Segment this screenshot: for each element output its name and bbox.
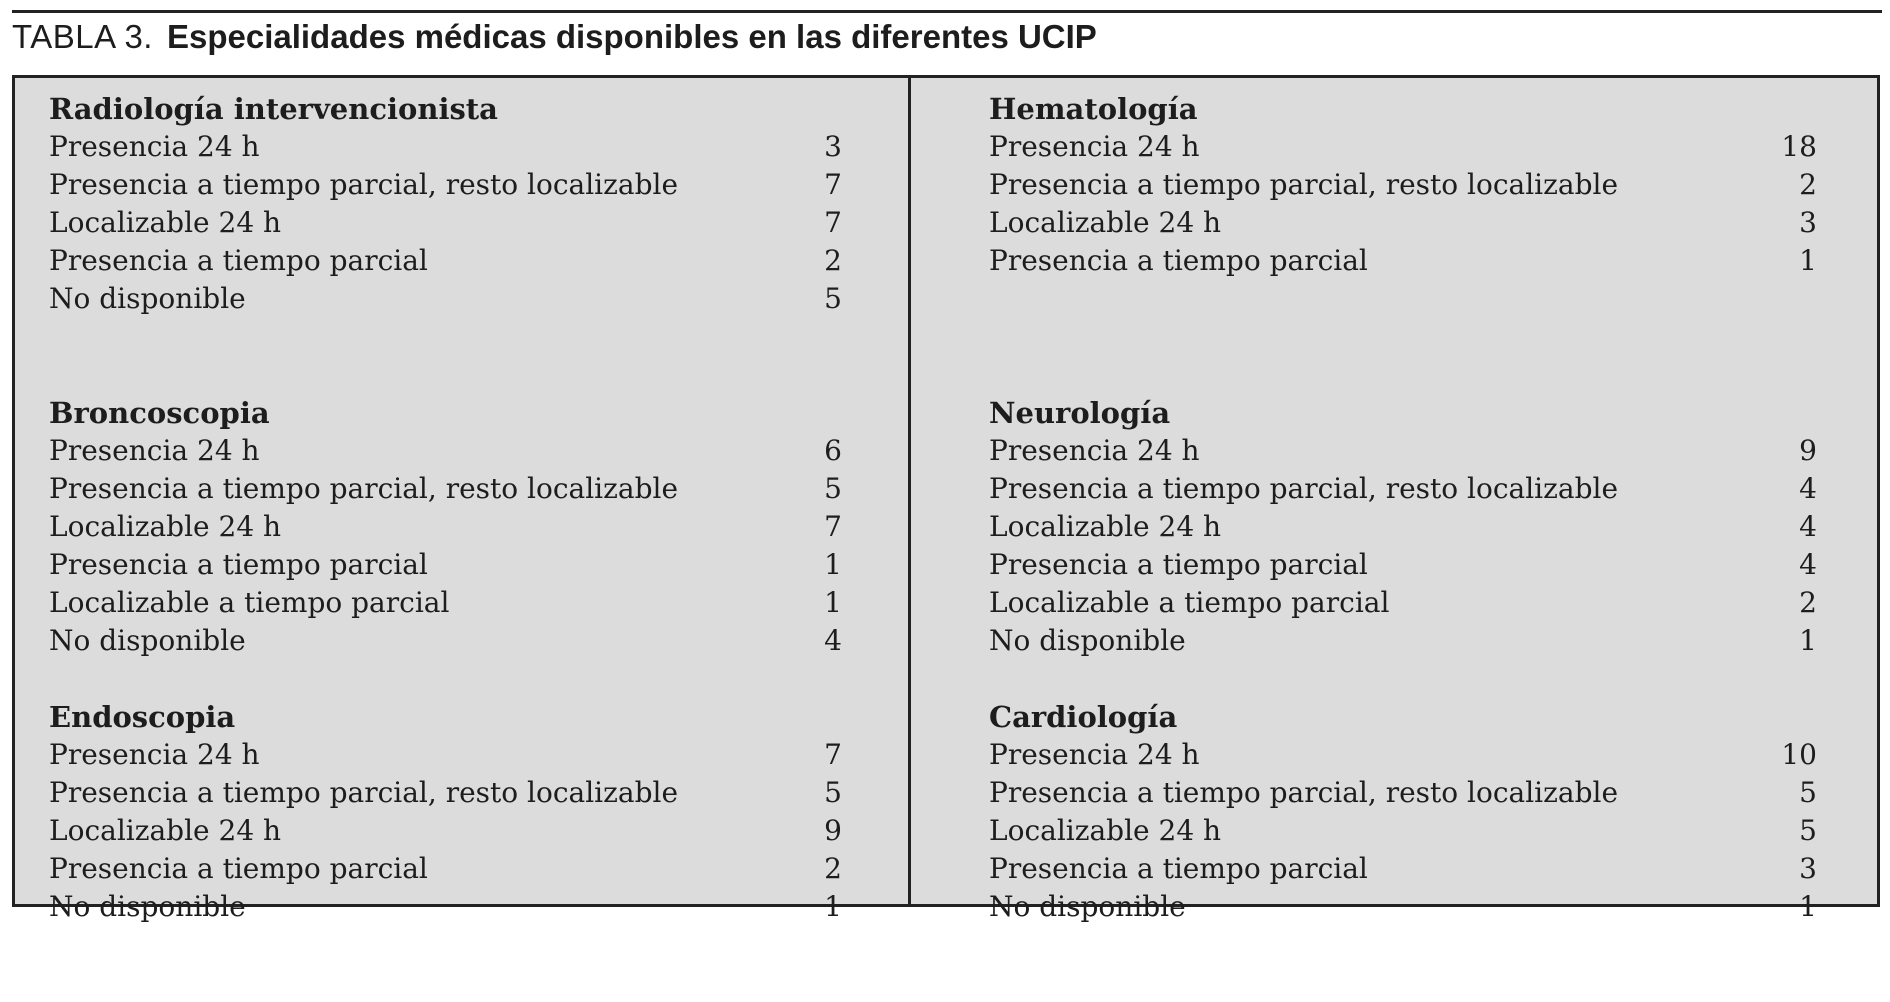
table-row: [989, 888, 1817, 926]
row-label: No disponible: [49, 282, 246, 315]
table-row: [49, 850, 842, 888]
row-label: Presencia a tiempo parcial, resto localizable: [989, 168, 1619, 201]
row-value: 2: [824, 852, 842, 885]
table-row: [989, 812, 1817, 850]
row-label: Presencia 24 h: [989, 434, 1200, 467]
row-label: Presencia a tiempo parcial: [49, 852, 428, 885]
row-label: No disponible: [989, 624, 1186, 657]
row-label: Presencia a tiempo parcial, resto localizable: [49, 776, 679, 809]
table-row: [49, 432, 842, 470]
row-label: Presencia 24 h: [49, 434, 260, 467]
row-label: No disponible: [49, 624, 246, 657]
row-label: Presencia 24 h: [49, 738, 260, 771]
row-value: 5: [1799, 776, 1817, 809]
row-label: Presencia a tiempo parcial: [989, 548, 1368, 581]
section-neurologia: [989, 394, 1817, 698]
row-value: 1: [1799, 624, 1817, 657]
row-value: 5: [824, 472, 842, 505]
table-row: [989, 432, 1817, 470]
row-label: Presencia a tiempo parcial: [49, 548, 428, 581]
row-label: Presencia 24 h: [989, 130, 1200, 163]
row-value: 4: [824, 624, 842, 657]
row-label: Localizable 24 h: [49, 206, 282, 239]
table-row: [49, 204, 842, 242]
table-row: [989, 736, 1817, 774]
table-row: [989, 204, 1817, 242]
table-row: [49, 128, 842, 166]
row-value: 1: [1799, 244, 1817, 277]
row-value: 3: [1799, 852, 1817, 885]
left-column: [15, 78, 911, 923]
specialties-table: [12, 75, 1880, 923]
section-title: Radiología intervencionista: [49, 92, 498, 126]
table-row: [989, 128, 1817, 166]
row-value: 1: [824, 548, 842, 581]
row-value: 1: [824, 586, 842, 619]
table-row: [49, 546, 842, 584]
table-row: [989, 166, 1817, 204]
row-value: 7: [824, 206, 842, 239]
row-value: 10: [1781, 738, 1817, 771]
top-rule: [12, 10, 1882, 13]
row-value: 9: [1799, 434, 1817, 467]
row-label: No disponible: [49, 890, 246, 923]
row-label: Presencia a tiempo parcial, resto localizable: [49, 472, 679, 505]
row-value: 7: [824, 168, 842, 201]
row-value: 4: [1799, 472, 1817, 505]
table-caption: [12, 18, 1097, 62]
table-row: [49, 736, 842, 774]
row-label: Presencia 24 h: [989, 738, 1200, 771]
section-broncoscopia: [49, 394, 842, 698]
row-label: Localizable a tiempo parcial: [989, 586, 1390, 619]
section-endoscopia: [49, 698, 842, 1002]
row-label: Presencia a tiempo parcial, resto localizable: [989, 776, 1619, 809]
table-row: [49, 584, 842, 622]
row-label: Localizable 24 h: [989, 510, 1222, 543]
row-label: Localizable 24 h: [49, 510, 282, 543]
section-hematologia: [989, 90, 1817, 394]
table-row: [989, 508, 1817, 546]
row-label: Presencia a tiempo parcial: [989, 244, 1368, 277]
row-value: 2: [1799, 168, 1817, 201]
row-value: 4: [1799, 548, 1817, 581]
row-value: 2: [824, 244, 842, 277]
row-value: 5: [1799, 814, 1817, 847]
right-sections: [989, 90, 1817, 1002]
row-value: 7: [824, 510, 842, 543]
row-value: 4: [1799, 510, 1817, 543]
row-value: 9: [824, 814, 842, 847]
table-row: [49, 888, 842, 926]
row-value: 5: [824, 282, 842, 315]
table-row: [49, 166, 842, 204]
section-radiologia-intervencionista: [49, 90, 842, 394]
table-row: [49, 774, 842, 812]
table-row: [49, 812, 842, 850]
table-row: [989, 242, 1817, 280]
section-title: Cardiología: [989, 700, 1178, 734]
table-row: [49, 242, 842, 280]
table-number: TABLA 3.: [12, 18, 153, 55]
section-title: Hematología: [989, 92, 1198, 126]
row-value: 2: [1799, 586, 1817, 619]
section-title: Endoscopia: [49, 700, 236, 734]
table-row: [989, 774, 1817, 812]
table-row: [49, 280, 842, 318]
row-value: 1: [1799, 890, 1817, 923]
row-value: 3: [1799, 206, 1817, 239]
row-label: Presencia a tiempo parcial, resto localizable: [989, 472, 1619, 505]
table-row: [989, 470, 1817, 508]
table-title: Especialidades médicas disponibles en las diferentes UCIP: [166, 18, 1097, 55]
table-row: [49, 470, 842, 508]
row-label: Presencia a tiempo parcial, resto localizable: [49, 168, 679, 201]
row-label: Localizable 24 h: [989, 814, 1222, 847]
row-label: Localizable 24 h: [989, 206, 1222, 239]
right-column: [911, 78, 1877, 923]
row-label: Presencia 24 h: [49, 130, 260, 163]
row-value: 5: [824, 776, 842, 809]
table-row: [989, 546, 1817, 584]
left-sections: [49, 90, 842, 1002]
table-row: [49, 622, 842, 660]
table-row: [989, 850, 1817, 888]
section-cardiologia: [989, 698, 1817, 1002]
row-label: Presencia a tiempo parcial: [989, 852, 1368, 885]
row-label: Localizable a tiempo parcial: [49, 586, 450, 619]
row-label: No disponible: [989, 890, 1186, 923]
row-value: 7: [824, 738, 842, 771]
table-row: [989, 622, 1817, 660]
row-value: 1: [824, 890, 842, 923]
table-row: [989, 584, 1817, 622]
row-value: 18: [1781, 130, 1817, 163]
table-row: [49, 508, 842, 546]
row-value: 3: [824, 130, 842, 163]
section-title: Broncoscopia: [49, 396, 270, 430]
row-label: Localizable 24 h: [49, 814, 282, 847]
row-label: Presencia a tiempo parcial: [49, 244, 428, 277]
row-value: 6: [824, 434, 842, 467]
section-title: Neurología: [989, 396, 1171, 430]
